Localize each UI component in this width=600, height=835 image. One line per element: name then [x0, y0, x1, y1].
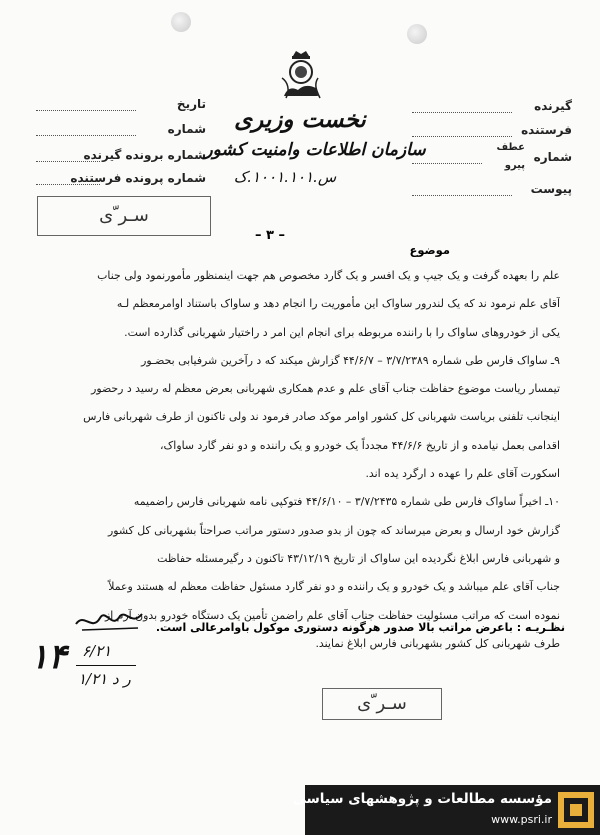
recipient-field [412, 112, 512, 113]
body-line: گزارش خود ارسال و بعرض میرساند که چون از بدو صدور دستور مراتب صراحتاً بشهربانی کل کشور [107, 523, 560, 537]
institute-url: www.psri.ir [491, 813, 552, 826]
handwritten-numeral: ۱۴ [30, 637, 67, 677]
recipient-file-label: شماره برونده گیرنده [83, 148, 206, 162]
page-number: – ۳ – [255, 228, 285, 243]
body-line: یکی از خودروهای ساواک را با راننده مربوطه برای انجام این امر د راختیار شهربانی گذارده است. [124, 325, 560, 339]
body-line: طرف شهربانی کل کشور بشهربانی فارس ابلاغ نمایند. [315, 636, 560, 650]
handwritten-underline [76, 665, 136, 666]
reference-label: عطف [496, 142, 525, 153]
number-right-label: شماره [533, 150, 572, 164]
sender-label: فرستنده [521, 123, 572, 137]
body-line: اینجانب تلفنی بریاست شهربانی کل کشور اوامر موکد صادر فرمود ند ولی تاکنون از طرف شهربانی فارس [83, 410, 560, 424]
sender-file-field [36, 184, 100, 185]
recipient-label: گیرنده [534, 99, 572, 113]
body-line: علم را بعهده گرفت و یک جیپ و یک افسر و یک گارد مخصوص هم جهت اینمنظور مأمورنمود ولی جناب [97, 269, 560, 282]
institute-logo-icon [558, 792, 594, 828]
ministry-title: نخست وزیری [234, 106, 366, 133]
attachment-label: پیوست [530, 182, 572, 196]
number-field [36, 135, 136, 136]
signature-scribble-icon [72, 606, 152, 636]
punch-hole [407, 24, 427, 44]
secret-stamp-bottom: سـر ّی [322, 688, 442, 720]
body-line: ۱۰ـ اخیراً ساواک فارس طی شماره ۳/۷/۲۴۳۵ – ۴۴/۶/۱۰ فتوکپی نامه شهربانی فارس راضمیمه [133, 495, 560, 509]
handwritten-note: ۱/۲۱ ر د [78, 670, 131, 688]
sender-file-label: شماره پرونده فرستنده [70, 171, 206, 185]
institute-banner [292, 785, 600, 835]
date-label: تاریخ [176, 97, 206, 111]
body-line: نموده است که مراتب مسئولیت حفاظت جناب آقای علم راضمن تأمین یک دستگاه خودرو بدون آرم از [104, 608, 560, 622]
body-line: جناب آقای علم میباشد و یک خودرو و یک راننده و دو نفر گارد مسئول حفاظت معظم له هستند وعملاً [108, 580, 560, 594]
subject-label: موضوع [409, 243, 450, 257]
body-line: ۹ـ ساواک فارس طی شماره ۳/۷/۲۳۸۹ – ۴۴/۶/۷ گزارش میکند که د رآخرین شرفیابی بحضـور [141, 353, 560, 367]
attachment-field [412, 195, 512, 196]
secret-stamp-top: سـر ّی [37, 196, 211, 236]
letter-body [38, 262, 560, 658]
handwritten-date: ۶/۲۱ [82, 642, 112, 660]
follow-up-label: پیرو [504, 160, 525, 171]
date-field [36, 110, 136, 111]
body-line: اسکورت آقای علم را عهده د ارگرد یده اند. [365, 467, 560, 481]
opinion-line: نظـریـه : باعرض مراتب بالا صدور هرگونه دستوری موکول باوامرعالی است. [155, 621, 565, 634]
body-line: تیمسار ریاست موضوع حفاظت جناب آقای علم و عدم همکاری شهربانی بعرض معظم له رسید د رحضور [91, 382, 560, 396]
body-line: اقدامی بعمل نیامده و از تاریخ ۴۴/۶/۶ مجدداً یک خودرو و یک راننده و دو نفر گارد ساواک، [160, 438, 560, 452]
punch-hole [171, 12, 191, 32]
recipient-file-field [36, 161, 100, 162]
body-line: و شهربانی فارس ابلاغ نگردیده این ساواک از تاریخ ۴۳/۱۲/۱۹ تاکنون د رگیرمسئله حفاظت [157, 551, 560, 565]
sender-field [412, 136, 512, 137]
institute-name: مؤسسه مطالعات و پژوهشهای سیاسی [292, 791, 552, 807]
body-line: آقای علم نرمود ند که یک لندرور ساواک این مأموریت را انجام دهد و ساواک باستناد اوامرمعظم لـه [116, 297, 560, 311]
organization-name: سازمان اطلاعات وامنیت کشور [204, 140, 426, 160]
number-right-field [412, 163, 482, 164]
number-label: شماره [167, 122, 206, 136]
lion-and-sun-emblem-icon [278, 48, 324, 102]
reference-number: س.۱۰۰۱.۱۰۱.ک [233, 168, 337, 186]
